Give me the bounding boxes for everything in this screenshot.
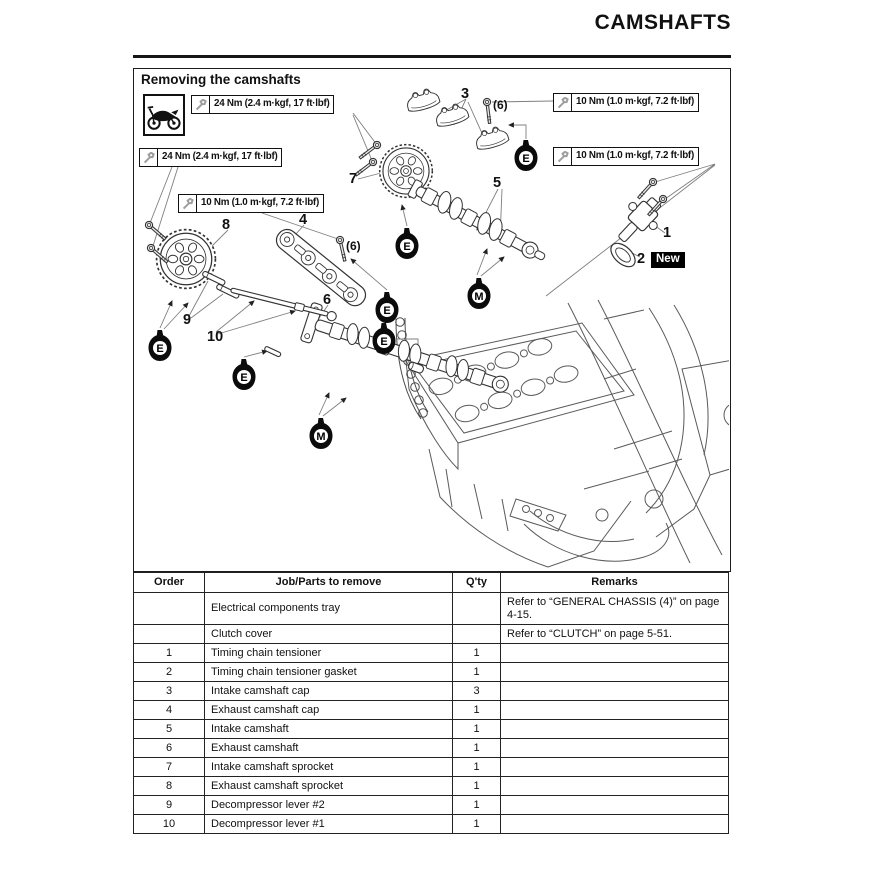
cell-job: Intake camshaft	[205, 720, 453, 739]
table-row	[134, 739, 729, 758]
wrench-icon	[554, 148, 572, 165]
torque-value: 10 Nm (1.0 m·kgf, 7.2 ft·lbf)	[576, 150, 694, 161]
cell-job: Timing chain tensioner gasket	[205, 663, 453, 682]
wrench-icon	[192, 96, 210, 113]
cell-order	[134, 625, 205, 644]
torque-value: 24 Nm (2.4 m·kgf, 17 ft·lbf)	[214, 98, 330, 109]
parts-table-body	[134, 593, 729, 834]
decompressor-lever-2	[202, 271, 240, 299]
torque-callout-24nm-left	[139, 148, 282, 167]
qty-note-top: (6)	[493, 98, 508, 112]
torque-value: 10 Nm (1.0 m·kgf, 7.2 ft·lbf)	[576, 96, 694, 107]
table-row	[134, 593, 729, 625]
part-label-10: 10	[207, 329, 224, 345]
table-row	[134, 815, 729, 834]
col-header-order: Order	[134, 573, 205, 593]
cell-qty: 1	[453, 663, 501, 682]
header-rule	[133, 55, 731, 58]
cell-qty: 1	[453, 758, 501, 777]
part-label-2: 2	[637, 251, 646, 267]
section-title: Removing the camshafts	[141, 72, 301, 87]
intake-camshaft-caps	[404, 86, 509, 151]
part-label-1: 1	[663, 225, 672, 241]
new-part-tag: New	[651, 252, 685, 268]
cell-order: 2	[134, 663, 205, 682]
cell-order: 10	[134, 815, 205, 834]
cell-order: 3	[134, 682, 205, 701]
cell-remarks	[501, 720, 729, 739]
col-header-job: Job/Parts to remove	[205, 573, 453, 593]
wrench-icon	[179, 195, 197, 212]
cell-qty: 1	[453, 777, 501, 796]
torque-callout-10nm-right-mid	[553, 147, 699, 166]
engine-oil-symbol	[231, 359, 257, 396]
cell-order: 1	[134, 644, 205, 663]
decompressor-lever-1	[230, 287, 338, 322]
cell-remarks	[501, 644, 729, 663]
svg-text:E: E	[383, 305, 391, 317]
engine-oil-symbol	[513, 140, 539, 177]
cell-qty: 1	[453, 815, 501, 834]
parts-table	[133, 572, 729, 834]
cell-order: 9	[134, 796, 205, 815]
table-row	[134, 777, 729, 796]
cell-remarks	[501, 796, 729, 815]
cell-remarks	[501, 815, 729, 834]
part-label-9: 9	[183, 312, 192, 328]
engine-oil-symbol	[371, 323, 397, 360]
parts-table-header	[134, 573, 729, 593]
engine-assembly-drawing	[406, 300, 729, 567]
intake-camshaft	[407, 175, 551, 267]
table-row	[134, 663, 729, 682]
table-row	[134, 796, 729, 815]
cell-job: Intake camshaft sprocket	[205, 758, 453, 777]
part-label-6: 6	[323, 292, 332, 308]
cell-order: 5	[134, 720, 205, 739]
cell-remarks	[501, 701, 729, 720]
svg-text:E: E	[380, 336, 388, 348]
col-header-qty: Q'ty	[453, 573, 501, 593]
cell-remarks	[501, 758, 729, 777]
torque-value: 24 Nm (2.4 m·kgf, 17 ft·lbf)	[162, 151, 278, 162]
cell-job: Timing chain tensioner	[205, 644, 453, 663]
wrench-icon	[554, 94, 572, 111]
cell-qty: 1	[453, 739, 501, 758]
col-header-remarks: Remarks	[501, 573, 729, 593]
page-title: CAMSHAFTS	[594, 11, 731, 34]
torque-callout-10nm-right-top	[553, 93, 699, 112]
exploded-view-panel	[133, 68, 731, 572]
torque-value: 10 Nm (1.0 m·kgf, 7.2 ft·lbf)	[201, 197, 319, 208]
part-label-8: 8	[222, 217, 231, 233]
wrench-icon	[140, 149, 158, 166]
cell-qty: 1	[453, 701, 501, 720]
torque-callout-10nm-left	[178, 194, 324, 213]
exploded-view-drawing	[134, 69, 729, 570]
table-row	[134, 720, 729, 739]
cell-order: 6	[134, 739, 205, 758]
table-row	[134, 644, 729, 663]
cell-remarks: Refer to “GENERAL CHASSIS (4)” on page 4-15.	[501, 593, 729, 625]
moly-oil-symbol	[308, 418, 334, 455]
table-row	[134, 758, 729, 777]
cell-qty	[453, 625, 501, 644]
svg-text:E: E	[240, 372, 248, 384]
svg-text:E: E	[522, 153, 530, 165]
cell-remarks	[501, 777, 729, 796]
engine-oil-symbol	[147, 330, 173, 367]
table-row	[134, 682, 729, 701]
cell-remarks	[501, 682, 729, 701]
cell-job: Electrical components tray	[205, 593, 453, 625]
cell-order: 7	[134, 758, 205, 777]
engine-oil-symbol	[394, 228, 420, 265]
svg-text:E: E	[156, 343, 164, 355]
tensioner-gasket	[607, 239, 640, 271]
table-row	[134, 701, 729, 720]
cell-job: Exhaust camshaft cap	[205, 701, 453, 720]
cell-order	[134, 593, 205, 625]
qty-note-mid: (6)	[346, 239, 361, 253]
part-label-3: 3	[461, 86, 470, 102]
part-label-4: 4	[299, 212, 308, 228]
part-label-7: 7	[349, 171, 358, 187]
table-row	[134, 625, 729, 644]
cell-qty: 1	[453, 644, 501, 663]
cell-order: 8	[134, 777, 205, 796]
cell-qty: 1	[453, 796, 501, 815]
svg-text:M: M	[474, 291, 484, 303]
moly-oil-symbol	[466, 278, 492, 315]
cell-qty	[453, 593, 501, 625]
cell-job: Decompressor lever #2	[205, 796, 453, 815]
cell-job: Exhaust camshaft sprocket	[205, 777, 453, 796]
model-icon-box	[143, 94, 185, 136]
cell-job: Clutch cover	[205, 625, 453, 644]
cell-qty: 1	[453, 720, 501, 739]
part-label-5: 5	[493, 175, 502, 191]
torque-callout-24nm-top	[191, 95, 334, 114]
svg-text:M: M	[316, 431, 326, 443]
cell-job: Intake camshaft cap	[205, 682, 453, 701]
dowel-pin	[264, 346, 281, 357]
cell-order: 4	[134, 701, 205, 720]
cell-job: Exhaust camshaft	[205, 739, 453, 758]
cell-remarks: Refer to “CLUTCH” on page 5-51.	[501, 625, 729, 644]
cell-job: Decompressor lever #1	[205, 815, 453, 834]
motorcycle-icon	[145, 96, 183, 134]
cell-remarks	[501, 663, 729, 682]
svg-text:E: E	[403, 241, 411, 253]
cell-remarks	[501, 739, 729, 758]
cell-qty: 3	[453, 682, 501, 701]
